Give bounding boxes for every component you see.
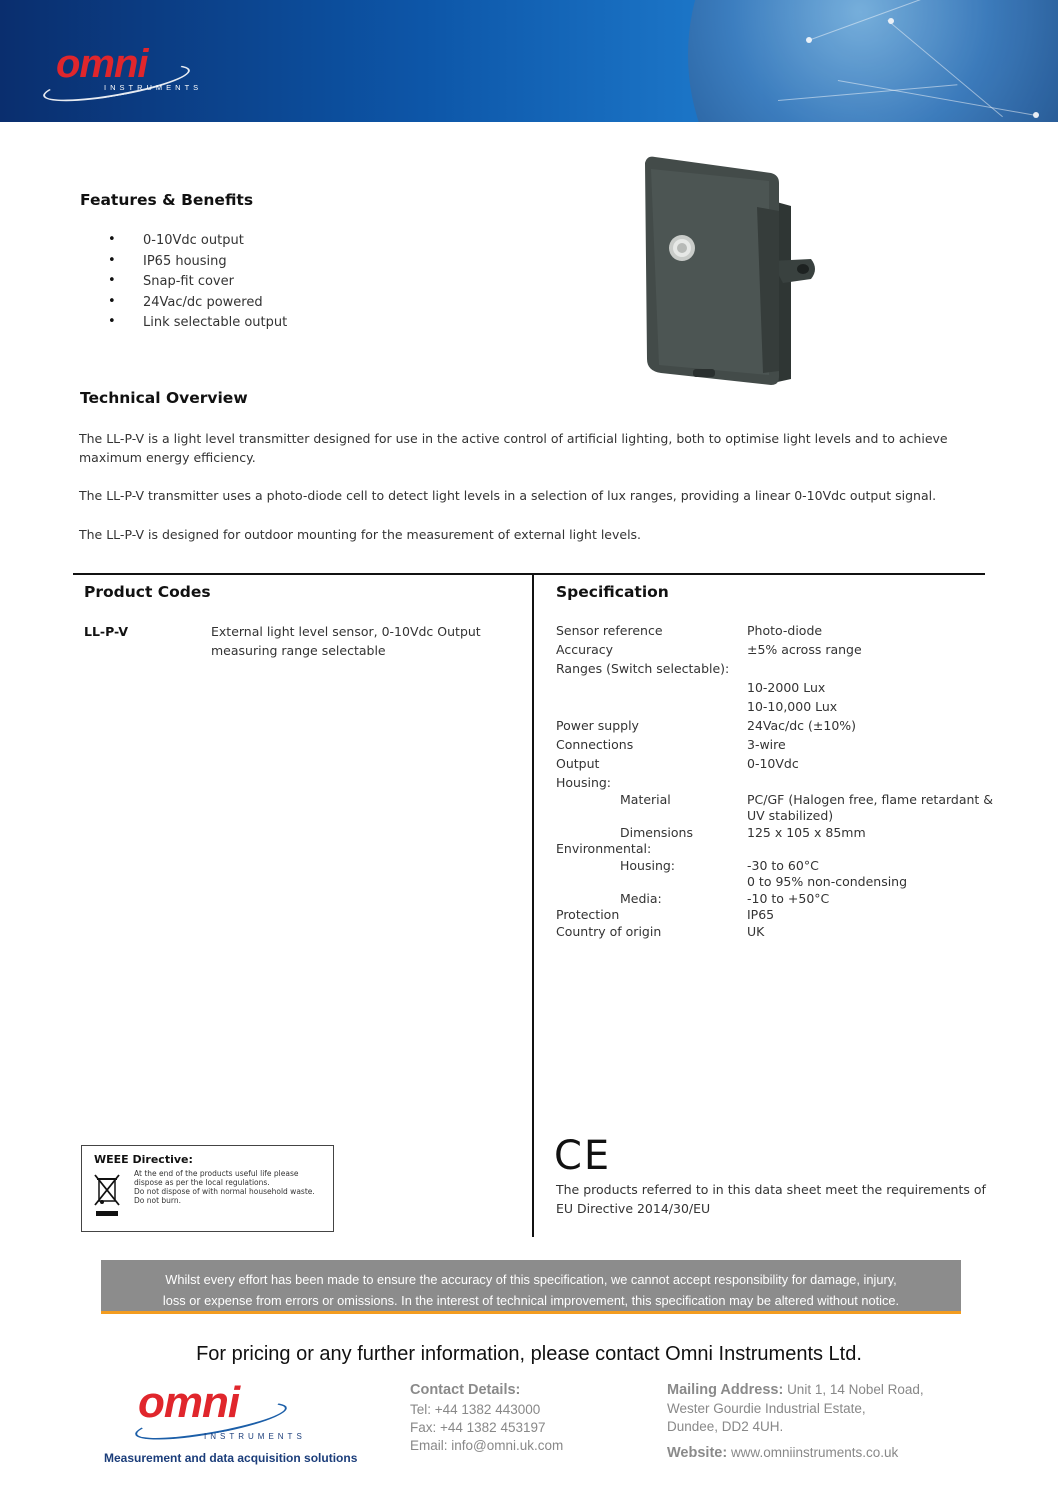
- weee-line: At the end of the products useful life please: [134, 1169, 299, 1178]
- header-banner: [0, 0, 1058, 122]
- ce-line1: The products referred to in this data sheet meet the requirements of: [556, 1182, 986, 1197]
- address-line2: Wester Gourdie Industrial Estate,: [667, 1401, 866, 1416]
- ce-mark: CE: [554, 1133, 612, 1179]
- spec-label: Dimensions: [620, 825, 693, 840]
- feature-item: • 0-10Vdc output: [108, 233, 287, 254]
- spec-label: Country of origin: [556, 924, 662, 939]
- spec-label: Housing:: [556, 775, 612, 790]
- spec-value: ±5% across range: [747, 642, 862, 657]
- product-codes-title: Product Codes: [84, 583, 211, 601]
- spec-value: 10-10,000 Lux: [747, 699, 838, 714]
- spec-value: 24Vac/dc (±10%): [747, 718, 857, 733]
- spec-value: 0 to 95% non-condensing: [747, 874, 908, 889]
- features-list: [108, 233, 287, 336]
- spec-label: Material: [620, 792, 671, 807]
- section-divider-horizontal: [73, 573, 985, 575]
- disclaimer-banner: [101, 1260, 961, 1314]
- website: [667, 1445, 898, 1461]
- spec-value: Photo-diode: [747, 623, 823, 638]
- spec-label: Ranges (Switch selectable):: [556, 661, 730, 676]
- weee-text: [134, 1169, 315, 1205]
- section-divider-vertical: [532, 575, 534, 1237]
- spec-value: UK: [747, 924, 765, 939]
- website-title: Website:: [667, 1445, 728, 1461]
- footer-logo-sub: INSTRUMENTS: [204, 1432, 306, 1441]
- spec-label: Output: [556, 756, 600, 771]
- specification-title: Specification: [556, 583, 669, 601]
- spec-label: Power supply: [556, 718, 639, 733]
- spec-label: Housing:: [620, 858, 676, 873]
- website-link[interactable]: www.omniinstruments.co.uk: [730, 1445, 899, 1460]
- spec-value: 125 x 105 x 85mm: [747, 825, 866, 840]
- weee-line: Do not dispose of with normal household waste.: [134, 1187, 315, 1196]
- contact-title: Contact Details:: [410, 1382, 521, 1398]
- spec-value: -30 to 60°C: [747, 858, 819, 873]
- features-title: Features & Benefits: [80, 191, 254, 209]
- spec-value: UV stabilized): [747, 808, 834, 823]
- disclaimer-line2: loss or expense from errors or omissions. In the interest of technical improvement, this specification may be altered without notice.: [162, 1293, 900, 1308]
- contact-fax: Fax: +44 1382 453197: [410, 1420, 546, 1435]
- spec-label: Sensor reference: [556, 623, 663, 638]
- overview-paragraph-3: The LL-P-V is designed for outdoor mounting for the measurement of external light levels.: [79, 527, 642, 542]
- product-code: LL-P-V: [84, 624, 129, 639]
- header-logo-sub: INSTRUMENTS: [104, 83, 203, 92]
- ce-line2: EU Directive 2014/30/EU: [556, 1201, 711, 1216]
- spec-label: Accuracy: [556, 642, 614, 657]
- product-desc-line1: External light level sensor, 0-10Vdc Output: [211, 624, 481, 639]
- feature-item: • 24Vac/dc powered: [108, 295, 287, 316]
- spec-value: PC/GF (Halogen free, flame retardant &: [747, 792, 994, 807]
- spec-label: Media:: [620, 891, 662, 906]
- feature-item: • IP65 housing: [108, 254, 287, 275]
- feature-item: • Snap-fit cover: [108, 274, 287, 295]
- header-logo: [42, 40, 202, 100]
- weee-title: WEEE Directive:: [94, 1153, 193, 1166]
- spec-label: Connections: [556, 737, 634, 752]
- header-logo-word: omni: [56, 42, 148, 86]
- overview-paragraph-1: The LL-P-V is a light level transmitter designed for use in the active control of artificial lighting, both to optimise light levels and to achieve maximum energy efficiency.: [79, 431, 948, 465]
- weee-line: dispose as per the local regulations.: [134, 1178, 270, 1187]
- footer-logo: [104, 1376, 374, 1471]
- feature-item: • Link selectable output: [108, 315, 287, 336]
- weee-box: [81, 1145, 334, 1232]
- footer-tagline: Measurement and data acquisition solutions: [104, 1451, 358, 1465]
- mailing-address: [667, 1382, 924, 1398]
- spec-value: 10-2000 Lux: [747, 680, 826, 695]
- footer-logo-word: omni: [138, 1378, 240, 1427]
- contact-email[interactable]: Email: info@omni.uk.com: [410, 1438, 564, 1453]
- disclaimer-line1: Whilst every effort has been made to ensure the accuracy of this specification, we cannot accept responsibility for damage, injury,: [165, 1272, 897, 1287]
- overview-title: Technical Overview: [80, 389, 248, 407]
- weee-line: Do not burn.: [134, 1196, 182, 1205]
- spec-label: Protection: [556, 907, 620, 922]
- spec-value: 0-10Vdc: [747, 756, 799, 771]
- spec-value: 3-wire: [747, 737, 786, 752]
- product-image: [633, 151, 821, 390]
- product-desc-line2: measuring range selectable: [211, 643, 386, 658]
- address-line3: Dundee, DD2 4UH.: [667, 1419, 784, 1434]
- spec-value: IP65: [747, 907, 775, 922]
- contact-tel: Tel: +44 1382 443000: [410, 1402, 541, 1417]
- mailing-title: Mailing Address:: [667, 1382, 784, 1398]
- contact-line: For pricing or any further information, please contact Omni Instruments Ltd.: [196, 1343, 862, 1365]
- globe-graphic: [688, 0, 1058, 122]
- wheelie-bin-icon: [94, 1173, 120, 1221]
- overview-paragraph-2: The LL-P-V transmitter uses a photo-diode cell to detect light levels in a selection of lux ranges, providing a linear 0-10Vdc output signal.: [79, 488, 937, 503]
- address-line1: Unit 1, 14 Nobel Road,: [787, 1382, 924, 1397]
- spec-label: Environmental:: [556, 841, 652, 856]
- spec-value: -10 to +50°C: [747, 891, 830, 906]
